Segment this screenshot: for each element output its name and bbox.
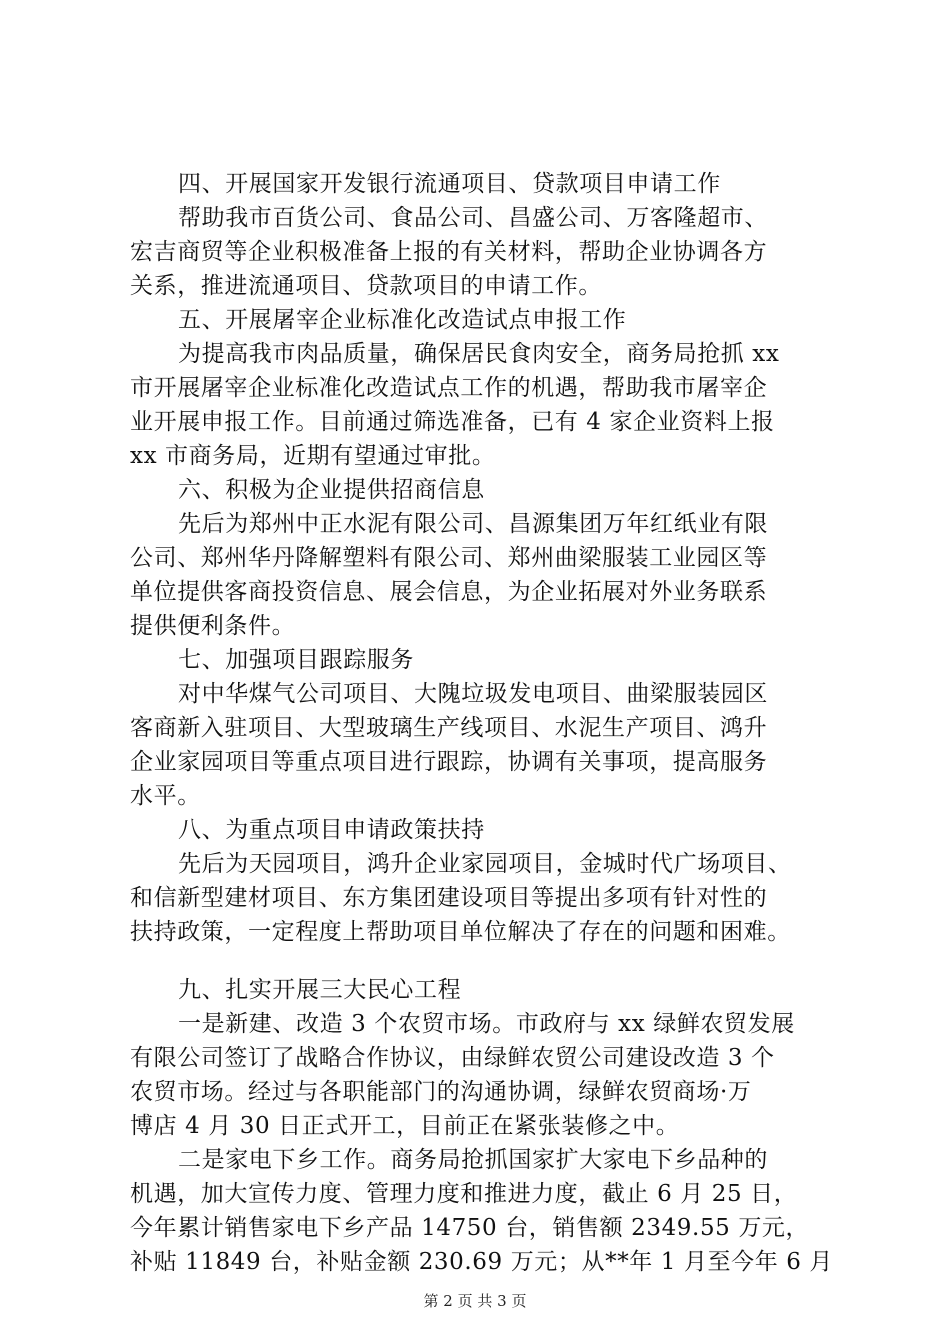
- paragraph-line: 业开展申报工作。目前通过筛选准备，已有 4 家企业资料上报: [130, 409, 775, 435]
- section-heading-6: 六、积极为企业提供招商信息: [178, 477, 485, 503]
- paragraph-line: 扶持政策，一定程度上帮助项目单位解决了存在的问题和困难。: [130, 919, 791, 945]
- section-heading-7: 七、加强项目跟踪服务: [178, 647, 414, 673]
- page-footer: 第 2 页 共 3 页: [423, 1292, 527, 1310]
- paragraph-line: 二是家电下乡工作。商务局抢抓国家扩大家电下乡品种的: [178, 1147, 768, 1173]
- paragraph-line: 客商新入驻项目、大型玻璃生产线项目、水泥生产项目、鸿升: [130, 715, 768, 741]
- paragraph-line: 市开展屠宰企业标准化改造试点工作的机遇，帮助我市屠宰企: [130, 375, 768, 401]
- paragraph-line: 农贸市场。经过与各职能部门的沟通协调，绿鲜农贸商场·万: [130, 1079, 752, 1105]
- section-heading-8: 八、为重点项目申请政策扶持: [178, 817, 485, 843]
- paragraph-line: 补贴 11849 台，补贴金额 230.69 万元；从**年 1 月至今年 6 月: [130, 1249, 833, 1275]
- paragraph-line: 关系，推进流通项目、贷款项目的申请工作。: [130, 273, 602, 299]
- paragraph-line: 有限公司签订了战略合作协议，由绿鲜农贸公司建设改造 3 个: [130, 1045, 775, 1071]
- paragraph-line: 对中华煤气公司项目、大隗垃圾发电项目、曲梁服装园区: [178, 681, 768, 707]
- paragraph-line: 宏吉商贸等企业积极准备上报的有关材料，帮助企业协调各方: [130, 239, 768, 265]
- paragraph-line: 水平。: [130, 783, 201, 809]
- paragraph-line: 提供便利条件。: [130, 613, 296, 639]
- paragraph-line: 机遇，加大宣传力度、管理力度和推进力度，截止 6 月 25 日，: [130, 1181, 798, 1207]
- section-heading-5: 五、开展屠宰企业标准化改造试点申报工作: [178, 307, 627, 333]
- paragraph-line: 企业家园项目等重点项目进行跟踪，协调有关事项，提高服务: [130, 749, 768, 775]
- paragraph-line: 先后为郑州中正水泥有限公司、昌源集团万年红纸业有限: [178, 511, 768, 537]
- paragraph-line: 单位提供客商投资信息、展会信息，为企业拓展对外业务联系: [130, 579, 768, 605]
- section-heading-4: 四、开展国家开发银行流通项目、贷款项目申请工作: [178, 171, 721, 197]
- paragraph-line: 为提高我市肉品质量，确保居民食肉安全，商务局抢抓 xx: [178, 341, 780, 367]
- paragraph-line: 今年累计销售家电下乡产品 14750 台，销售额 2349.55 万元，: [130, 1215, 810, 1241]
- paragraph-line: 先后为天园项目，鸿升企业家园项目，金城时代广场项目、: [178, 851, 792, 877]
- paragraph-line: 博店 4 月 30 日正式开工，目前正在紧张装修之中。: [130, 1113, 680, 1139]
- paragraph-line: 帮助我市百货公司、食品公司、昌盛公司、万客隆超市、: [178, 205, 768, 231]
- paragraph-line: xx 市商务局，近期有望通过审批。: [130, 443, 496, 469]
- paragraph-line: 和信新型建材项目、东方集团建设项目等提出多项有针对性的: [130, 885, 768, 911]
- paragraph-line: 公司、郑州华丹降解塑料有限公司、郑州曲梁服装工业园区等: [130, 545, 768, 571]
- paragraph-line: 一是新建、改造 3 个农贸市场。市政府与 xx 绿鲜农贸发展: [178, 1011, 795, 1037]
- section-heading-9: 九、扎实开展三大民心工程: [178, 977, 462, 1003]
